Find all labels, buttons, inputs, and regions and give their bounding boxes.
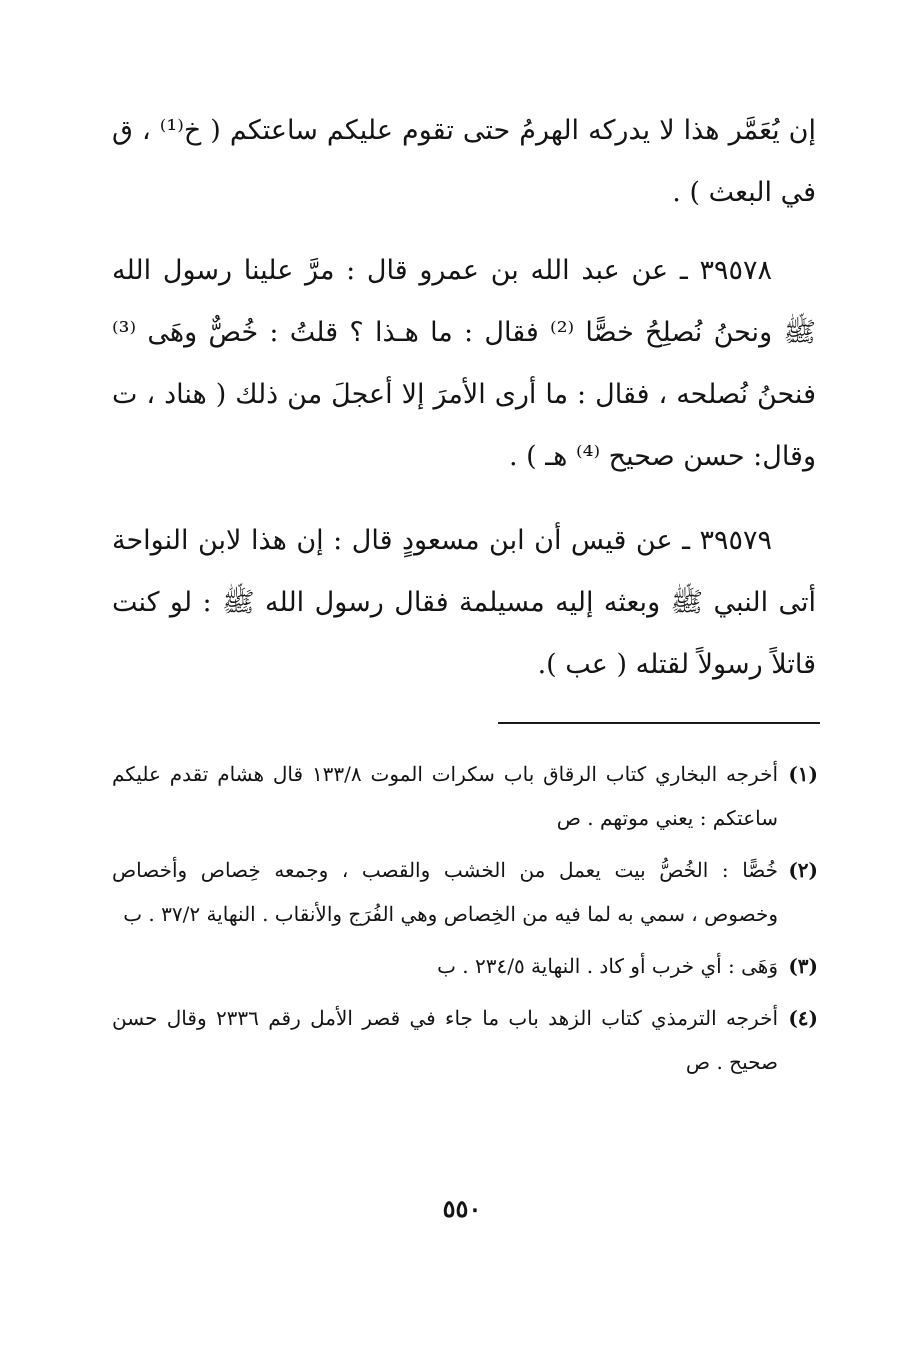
paragraph-text: ٣٩٥٧٩ ـ عن قيس أن ابن مسعودٍ قال : إن هذا لابن النواحة أتى النبي ﷺ وبعثه إليه مسيلمة فقال رسول الله ﷺ : لو كنت قاتلاً رسولاً لقتله ( عب ). [112, 525, 816, 680]
main-text-paragraph-2 [112, 240, 816, 488]
page-number: ٥٥٠ [442, 1194, 482, 1223]
footnote-number: (٢) [788, 858, 818, 882]
paragraph-text: إن يُعَمَّر هذا لا يدركه الهرمُ حتى تقوم عليكم ساعتكم ( خ⁽¹⁾ ، ق في البعث ) . [112, 115, 816, 208]
footnote-number: (٤) [788, 1006, 818, 1030]
footnote-item [112, 944, 818, 988]
footnote-number: (١) [788, 762, 818, 786]
footnote-text: أخرجه البخاري كتاب الرقاق باب سكرات الموت ١٣٣/٨ قال هشام تقدم عليكم ساعتكم : يعني موتهم . ص [112, 762, 779, 830]
main-text-paragraph-3 [112, 510, 816, 696]
footnote-number: (٣) [788, 954, 818, 978]
footnote-item [112, 752, 818, 840]
footnote-text: خُصًّا : الخُصُّ بيت يعمل من الخشب والقصب ، وجمعه خِصاص وأخصاص وخصوص ، سمي به لما فيه من الخِصاص وهي الفُرَج والأنقاب . النهاية ٣٧/٢ . ب [112, 858, 778, 926]
footnote-item [112, 996, 818, 1084]
footnote-text: أخرجه الترمذي كتاب الزهد باب ما جاء في قصر الأمل رقم ٢٣٣٦ وقال حسن صحيح . ص [112, 1006, 778, 1074]
main-text-paragraph-1 [112, 100, 816, 224]
footnote-separator-rule [498, 722, 820, 724]
paragraph-text: ٣٩٥٧٨ ـ عن عبد الله بن عمرو قال : مرَّ علينا رسول الله ﷺ ونحنُ نُصلِحُ خصًّا ⁽²⁾ فقال : ما هـذا ؟ قلتُ : خُصٌّ وهَى ⁽³⁾ فنحنُ نُصلحه ، فقال : ما أرى الأمرَ إلا أعجلَ من ذلك ( هناد ، ت وقال: حسن صحيح ⁽⁴⁾ هـ ) . [112, 255, 816, 472]
footnote-text: وَهَى : أي خرب أو كاد . النهاية ٢٣٤/٥ . ب [437, 954, 778, 978]
footnotes-section [112, 752, 818, 1092]
footnote-item [112, 848, 818, 936]
